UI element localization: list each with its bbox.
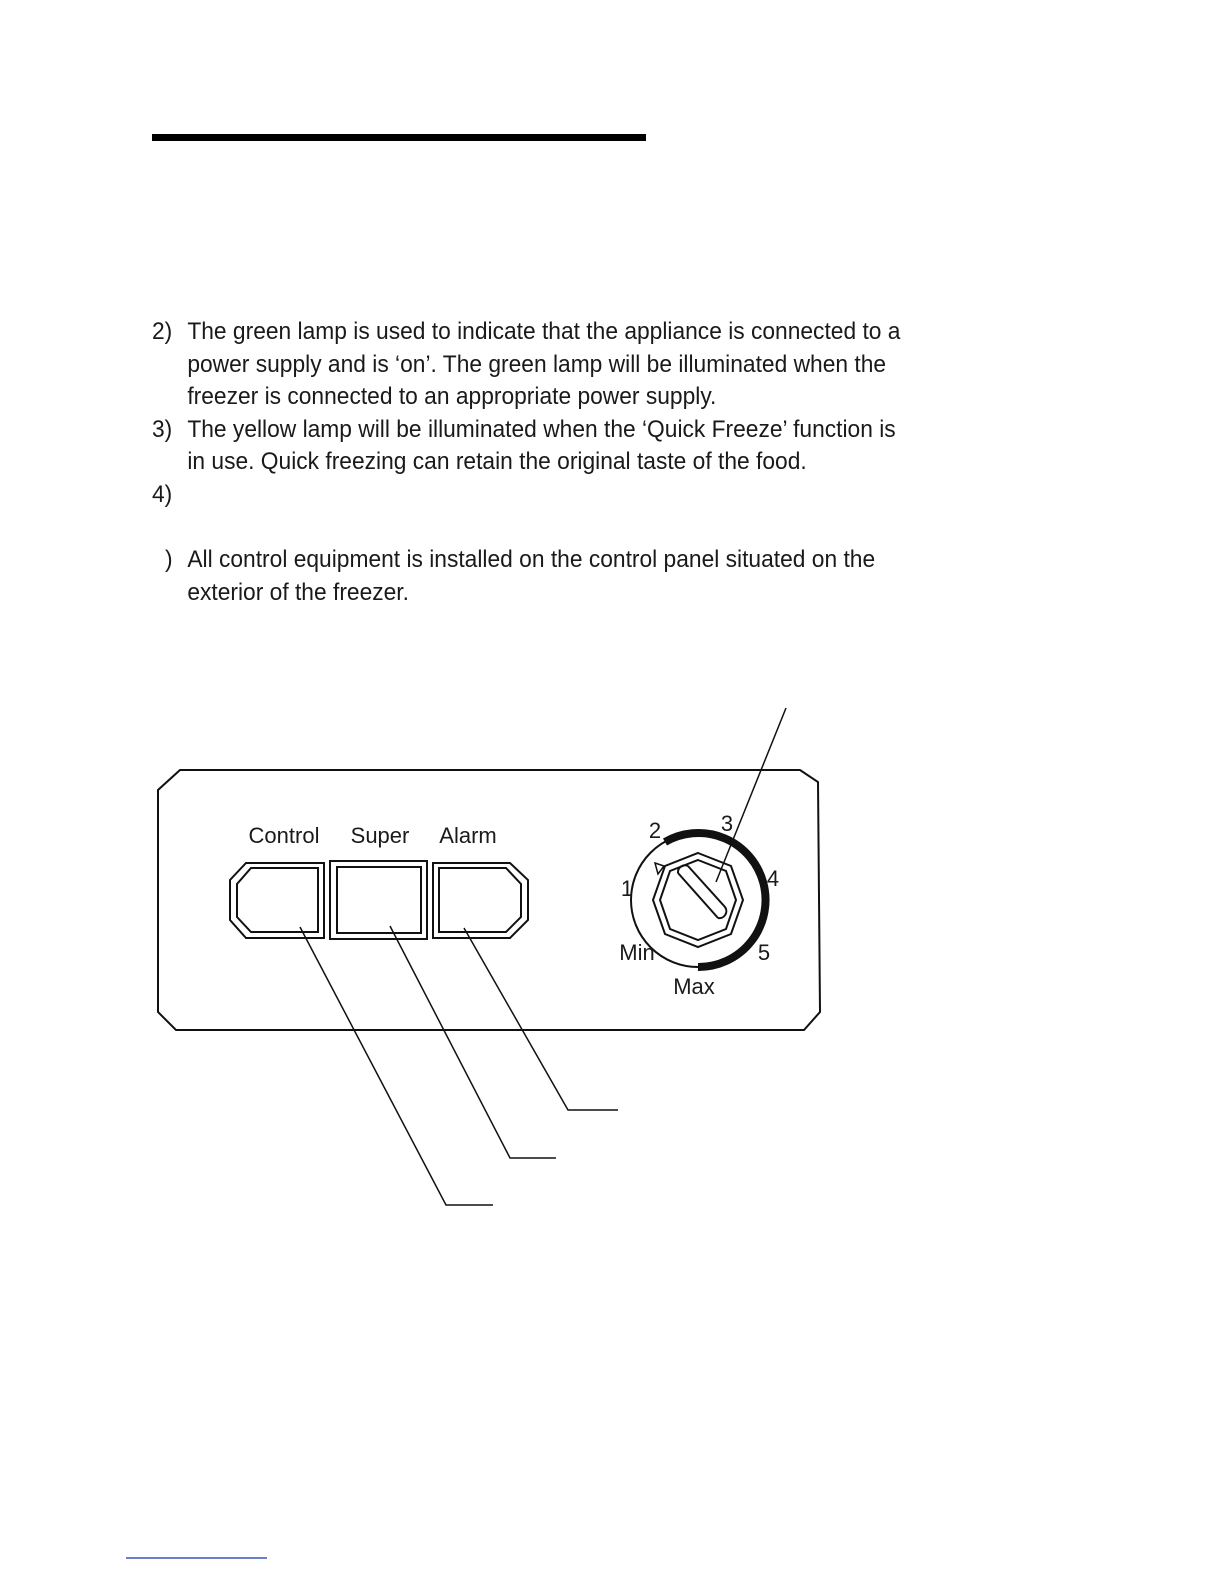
dial-number: 3: [720, 811, 734, 836]
item-number: 2): [152, 318, 173, 345]
alarm-label: Alarm: [439, 823, 497, 848]
alarm-lamp: [433, 863, 528, 938]
item-line: exterior of the freezer.: [187, 578, 409, 606]
item-number: ): [165, 546, 173, 573]
dial-range-arc: [665, 833, 766, 967]
control-label: Control: [248, 823, 320, 848]
item-line: All control equipment is installed on the control panel situated on the: [187, 546, 876, 573]
control-lamp: [230, 863, 324, 938]
item-line: in use. Quick freezing can retain the original taste of the food.: [187, 448, 807, 475]
dial-number: 5: [757, 940, 771, 965]
control-leader-line: [300, 927, 493, 1205]
item-line: freezer is connected to an appropriate power supply.: [187, 383, 717, 410]
item-number: 4): [152, 480, 173, 508]
item-line: The green lamp is used to indicate that the appliance is connected to a: [187, 318, 901, 345]
super-lamp: [330, 861, 427, 939]
item-line: power supply and is ‘on’. The green lamp will be illuminated when the: [187, 350, 887, 378]
dial-number: 4: [766, 866, 780, 891]
temperature-dial: [619, 811, 779, 999]
dial-number: 2: [648, 818, 662, 843]
dial-min-label: Min: [619, 940, 655, 965]
alarm-leader-line: [464, 928, 618, 1110]
panel-outline: [158, 770, 820, 1030]
super-leader-line: [390, 926, 556, 1158]
dial-knob-inner: [660, 860, 736, 940]
super-label: Super: [350, 823, 410, 848]
dial-max-label: Max: [673, 974, 715, 999]
item-number: 3): [152, 415, 173, 443]
footer-link-underline: [126, 1557, 267, 1559]
dial-number: 1: [620, 876, 634, 901]
dial-knob-outer: [653, 853, 743, 947]
item-line: The yellow lamp will be illuminated when the ‘Quick Freeze’ function is: [187, 415, 896, 443]
